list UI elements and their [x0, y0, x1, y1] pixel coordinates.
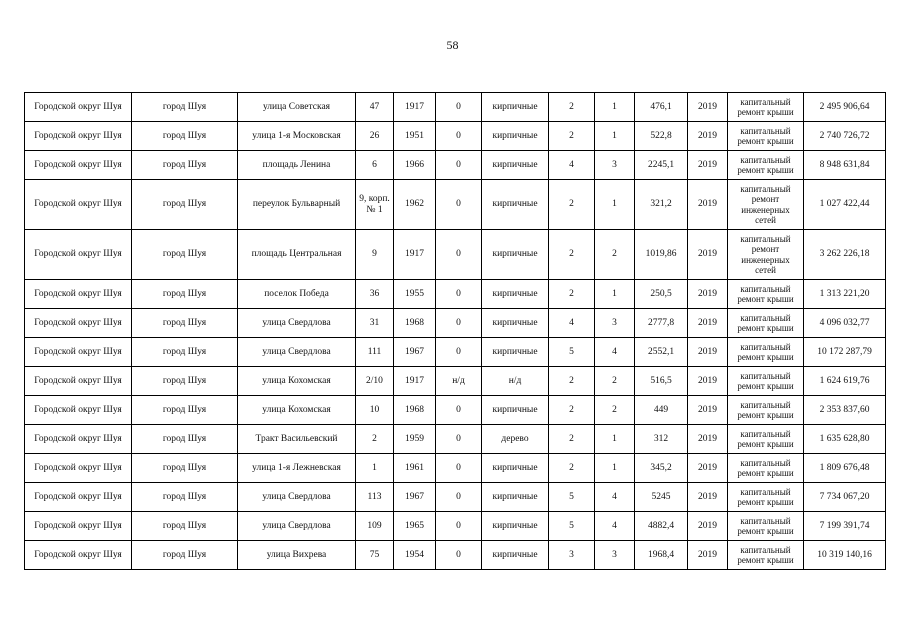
cell-street: Тракт Васильевский: [238, 425, 356, 454]
cell-area: 312: [635, 425, 688, 454]
cell-cost: 8 948 631,84: [804, 151, 886, 180]
cell-floors: 2: [549, 122, 595, 151]
cell-wear-percent: 0: [436, 454, 482, 483]
cell-municipality: Городской округ Шуя: [25, 93, 132, 122]
cell-build-year: 1951: [394, 122, 436, 151]
cell-floors: 3: [549, 541, 595, 570]
cell-wall-material: кирпичные: [482, 338, 549, 367]
cell-floors: 4: [549, 151, 595, 180]
cell-area: 449: [635, 396, 688, 425]
cell-municipality: Городской округ Шуя: [25, 338, 132, 367]
cell-wear-percent: 0: [436, 541, 482, 570]
cell-street: улица Свердлова: [238, 512, 356, 541]
cell-wear-percent: 0: [436, 309, 482, 338]
cell-street: переулок Бульварный: [238, 180, 356, 230]
table-row: [25, 483, 886, 512]
cell-wall-material: кирпичные: [482, 280, 549, 309]
cell-floors: 2: [549, 396, 595, 425]
cell-municipality: Городской округ Шуя: [25, 512, 132, 541]
cell-house-number: 47: [356, 93, 394, 122]
cell-area: 2245,1: [635, 151, 688, 180]
cell-street: площадь Ленина: [238, 151, 356, 180]
cell-build-year: 1961: [394, 454, 436, 483]
cell-build-year: 1917: [394, 230, 436, 280]
cell-build-year: 1968: [394, 309, 436, 338]
cell-build-year: 1967: [394, 338, 436, 367]
cell-cost: 10 172 287,79: [804, 338, 886, 367]
table-row: [25, 309, 886, 338]
cell-work-type: капитальный ремонт инженерных сетей: [728, 230, 804, 280]
cell-entrances: 3: [595, 541, 635, 570]
cell-street: улица Вихрева: [238, 541, 356, 570]
cell-work-type: капитальный ремонт крыши: [728, 122, 804, 151]
cell-entrances: 2: [595, 396, 635, 425]
cell-area: 5245: [635, 483, 688, 512]
cell-municipality: Городской округ Шуя: [25, 230, 132, 280]
cell-year: 2019: [688, 280, 728, 309]
cell-entrances: 1: [595, 425, 635, 454]
cell-build-year: 1962: [394, 180, 436, 230]
cell-year: 2019: [688, 396, 728, 425]
cell-wear-percent: 0: [436, 180, 482, 230]
cell-wall-material: кирпичные: [482, 454, 549, 483]
cell-municipality: Городской округ Шуя: [25, 483, 132, 512]
table-row: [25, 180, 886, 230]
cell-municipality: Городской округ Шуя: [25, 541, 132, 570]
cell-build-year: 1968: [394, 396, 436, 425]
cell-locality: город Шуя: [132, 309, 238, 338]
cell-area: 476,1: [635, 93, 688, 122]
cell-street: улица Свердлова: [238, 483, 356, 512]
table-row: [25, 396, 886, 425]
cell-locality: город Шуя: [132, 396, 238, 425]
cell-cost: 1 635 628,80: [804, 425, 886, 454]
page-number: 58: [446, 38, 459, 52]
cell-street: улица 1-я Лежневская: [238, 454, 356, 483]
cell-locality: город Шуя: [132, 454, 238, 483]
cell-house-number: 36: [356, 280, 394, 309]
cell-entrances: 1: [595, 454, 635, 483]
cell-house-number: 2/10: [356, 367, 394, 396]
cell-street: улица 1-я Московская: [238, 122, 356, 151]
cell-build-year: 1965: [394, 512, 436, 541]
cell-area: 4882,4: [635, 512, 688, 541]
cell-build-year: 1955: [394, 280, 436, 309]
cell-municipality: Городской округ Шуя: [25, 367, 132, 396]
table-row: [25, 541, 886, 570]
cell-year: 2019: [688, 512, 728, 541]
cell-entrances: 3: [595, 151, 635, 180]
cell-wall-material: кирпичные: [482, 483, 549, 512]
cell-house-number: 10: [356, 396, 394, 425]
cell-locality: город Шуя: [132, 93, 238, 122]
cell-year: 2019: [688, 425, 728, 454]
cell-locality: город Шуя: [132, 180, 238, 230]
cell-municipality: Городской округ Шуя: [25, 280, 132, 309]
cell-municipality: Городской округ Шуя: [25, 180, 132, 230]
cell-cost: 7 734 067,20: [804, 483, 886, 512]
cell-work-type: капитальный ремонт крыши: [728, 338, 804, 367]
cell-build-year: 1954: [394, 541, 436, 570]
cell-wear-percent: 0: [436, 425, 482, 454]
cell-locality: город Шуя: [132, 151, 238, 180]
cell-house-number: 75: [356, 541, 394, 570]
cell-wear-percent: 0: [436, 280, 482, 309]
cell-cost: 2 353 837,60: [804, 396, 886, 425]
cell-locality: город Шуя: [132, 338, 238, 367]
cell-wear-percent: 0: [436, 338, 482, 367]
cell-work-type: капитальный ремонт крыши: [728, 541, 804, 570]
cell-cost: 10 319 140,16: [804, 541, 886, 570]
cell-wall-material: кирпичные: [482, 541, 549, 570]
cell-work-type: капитальный ремонт крыши: [728, 367, 804, 396]
table-row: [25, 230, 886, 280]
register-table: [24, 92, 886, 570]
cell-locality: город Шуя: [132, 230, 238, 280]
cell-wear-percent: 0: [436, 396, 482, 425]
cell-year: 2019: [688, 367, 728, 396]
cell-locality: город Шуя: [132, 367, 238, 396]
cell-street: улица Свердлова: [238, 338, 356, 367]
cell-work-type: капитальный ремонт крыши: [728, 512, 804, 541]
table-row: [25, 512, 886, 541]
table-row: [25, 338, 886, 367]
cell-work-type: капитальный ремонт крыши: [728, 151, 804, 180]
cell-house-number: 6: [356, 151, 394, 180]
cell-area: 321,2: [635, 180, 688, 230]
cell-wall-material: кирпичные: [482, 396, 549, 425]
cell-floors: 2: [549, 180, 595, 230]
cell-area: 250,5: [635, 280, 688, 309]
cell-house-number: 26: [356, 122, 394, 151]
table-row: [25, 93, 886, 122]
cell-house-number: 9: [356, 230, 394, 280]
cell-entrances: 1: [595, 122, 635, 151]
cell-entrances: 4: [595, 338, 635, 367]
cell-locality: город Шуя: [132, 483, 238, 512]
cell-floors: 2: [549, 93, 595, 122]
cell-floors: 4: [549, 309, 595, 338]
cell-floors: 5: [549, 512, 595, 541]
cell-year: 2019: [688, 122, 728, 151]
cell-year: 2019: [688, 541, 728, 570]
cell-entrances: 4: [595, 512, 635, 541]
cell-house-number: 9, корп. № 1: [356, 180, 394, 230]
cell-cost: 3 262 226,18: [804, 230, 886, 280]
cell-wear-percent: н/д: [436, 367, 482, 396]
cell-house-number: 113: [356, 483, 394, 512]
cell-entrances: 2: [595, 367, 635, 396]
cell-street: улица Свердлова: [238, 309, 356, 338]
cell-year: 2019: [688, 180, 728, 230]
table-row: [25, 280, 886, 309]
cell-wear-percent: 0: [436, 512, 482, 541]
cell-wall-material: кирпичные: [482, 180, 549, 230]
cell-entrances: 1: [595, 280, 635, 309]
cell-floors: 2: [549, 454, 595, 483]
cell-wall-material: кирпичные: [482, 151, 549, 180]
cell-cost: 1 313 221,20: [804, 280, 886, 309]
cell-wear-percent: 0: [436, 93, 482, 122]
table-row: [25, 151, 886, 180]
cell-build-year: 1917: [394, 93, 436, 122]
cell-house-number: 31: [356, 309, 394, 338]
cell-cost: 1 809 676,48: [804, 454, 886, 483]
cell-entrances: 1: [595, 180, 635, 230]
cell-wall-material: кирпичные: [482, 512, 549, 541]
cell-wall-material: кирпичные: [482, 93, 549, 122]
cell-wall-material: дерево: [482, 425, 549, 454]
table-row: [25, 425, 886, 454]
cell-wear-percent: 0: [436, 151, 482, 180]
cell-work-type: капитальный ремонт крыши: [728, 483, 804, 512]
cell-municipality: Городской округ Шуя: [25, 309, 132, 338]
cell-house-number: 109: [356, 512, 394, 541]
cell-floors: 2: [549, 280, 595, 309]
cell-locality: город Шуя: [132, 512, 238, 541]
cell-locality: город Шуя: [132, 541, 238, 570]
cell-area: 1019,86: [635, 230, 688, 280]
cell-wall-material: кирпичные: [482, 230, 549, 280]
cell-year: 2019: [688, 93, 728, 122]
cell-cost: 2 740 726,72: [804, 122, 886, 151]
cell-cost: 4 096 032,77: [804, 309, 886, 338]
cell-build-year: 1959: [394, 425, 436, 454]
cell-street: улица Кохомская: [238, 367, 356, 396]
cell-entrances: 1: [595, 93, 635, 122]
cell-wall-material: кирпичные: [482, 122, 549, 151]
cell-wall-material: кирпичные: [482, 309, 549, 338]
table-row: [25, 367, 886, 396]
table-row: [25, 122, 886, 151]
cell-year: 2019: [688, 309, 728, 338]
cell-area: 516,5: [635, 367, 688, 396]
cell-wear-percent: 0: [436, 483, 482, 512]
cell-work-type: капитальный ремонт крыши: [728, 396, 804, 425]
cell-wear-percent: 0: [436, 122, 482, 151]
cell-floors: 5: [549, 338, 595, 367]
cell-work-type: капитальный ремонт крыши: [728, 454, 804, 483]
cell-area: 522,8: [635, 122, 688, 151]
cell-area: 2552,1: [635, 338, 688, 367]
table-row: [25, 454, 886, 483]
cell-year: 2019: [688, 483, 728, 512]
cell-entrances: 2: [595, 230, 635, 280]
cell-street: поселок Победа: [238, 280, 356, 309]
cell-floors: 2: [549, 230, 595, 280]
cell-municipality: Городской округ Шуя: [25, 425, 132, 454]
cell-locality: город Шуя: [132, 425, 238, 454]
cell-municipality: Городской округ Шуя: [25, 396, 132, 425]
cell-work-type: капитальный ремонт крыши: [728, 309, 804, 338]
cell-floors: 2: [549, 367, 595, 396]
cell-locality: город Шуя: [132, 122, 238, 151]
cell-year: 2019: [688, 454, 728, 483]
cell-work-type: капитальный ремонт крыши: [728, 280, 804, 309]
cell-build-year: 1917: [394, 367, 436, 396]
cell-municipality: Городской округ Шуя: [25, 454, 132, 483]
cell-street: площадь Центральная: [238, 230, 356, 280]
cell-house-number: 111: [356, 338, 394, 367]
cell-area: 2777,8: [635, 309, 688, 338]
cell-locality: город Шуя: [132, 280, 238, 309]
cell-wear-percent: 0: [436, 230, 482, 280]
cell-wall-material: н/д: [482, 367, 549, 396]
cell-floors: 2: [549, 425, 595, 454]
cell-floors: 5: [549, 483, 595, 512]
cell-year: 2019: [688, 230, 728, 280]
cell-year: 2019: [688, 151, 728, 180]
cell-build-year: 1967: [394, 483, 436, 512]
cell-cost: 1 624 619,76: [804, 367, 886, 396]
cell-work-type: капитальный ремонт крыши: [728, 93, 804, 122]
cell-area: 345,2: [635, 454, 688, 483]
cell-street: улица Кохомская: [238, 396, 356, 425]
cell-year: 2019: [688, 338, 728, 367]
cell-municipality: Городской округ Шуя: [25, 122, 132, 151]
cell-house-number: 1: [356, 454, 394, 483]
cell-area: 1968,4: [635, 541, 688, 570]
cell-street: улица Советская: [238, 93, 356, 122]
cell-cost: 1 027 422,44: [804, 180, 886, 230]
cell-build-year: 1966: [394, 151, 436, 180]
cell-cost: 2 495 906,64: [804, 93, 886, 122]
cell-cost: 7 199 391,74: [804, 512, 886, 541]
cell-entrances: 4: [595, 483, 635, 512]
cell-work-type: капитальный ремонт инженерных сетей: [728, 180, 804, 230]
cell-municipality: Городской округ Шуя: [25, 151, 132, 180]
cell-work-type: капитальный ремонт крыши: [728, 425, 804, 454]
cell-house-number: 2: [356, 425, 394, 454]
cell-entrances: 3: [595, 309, 635, 338]
